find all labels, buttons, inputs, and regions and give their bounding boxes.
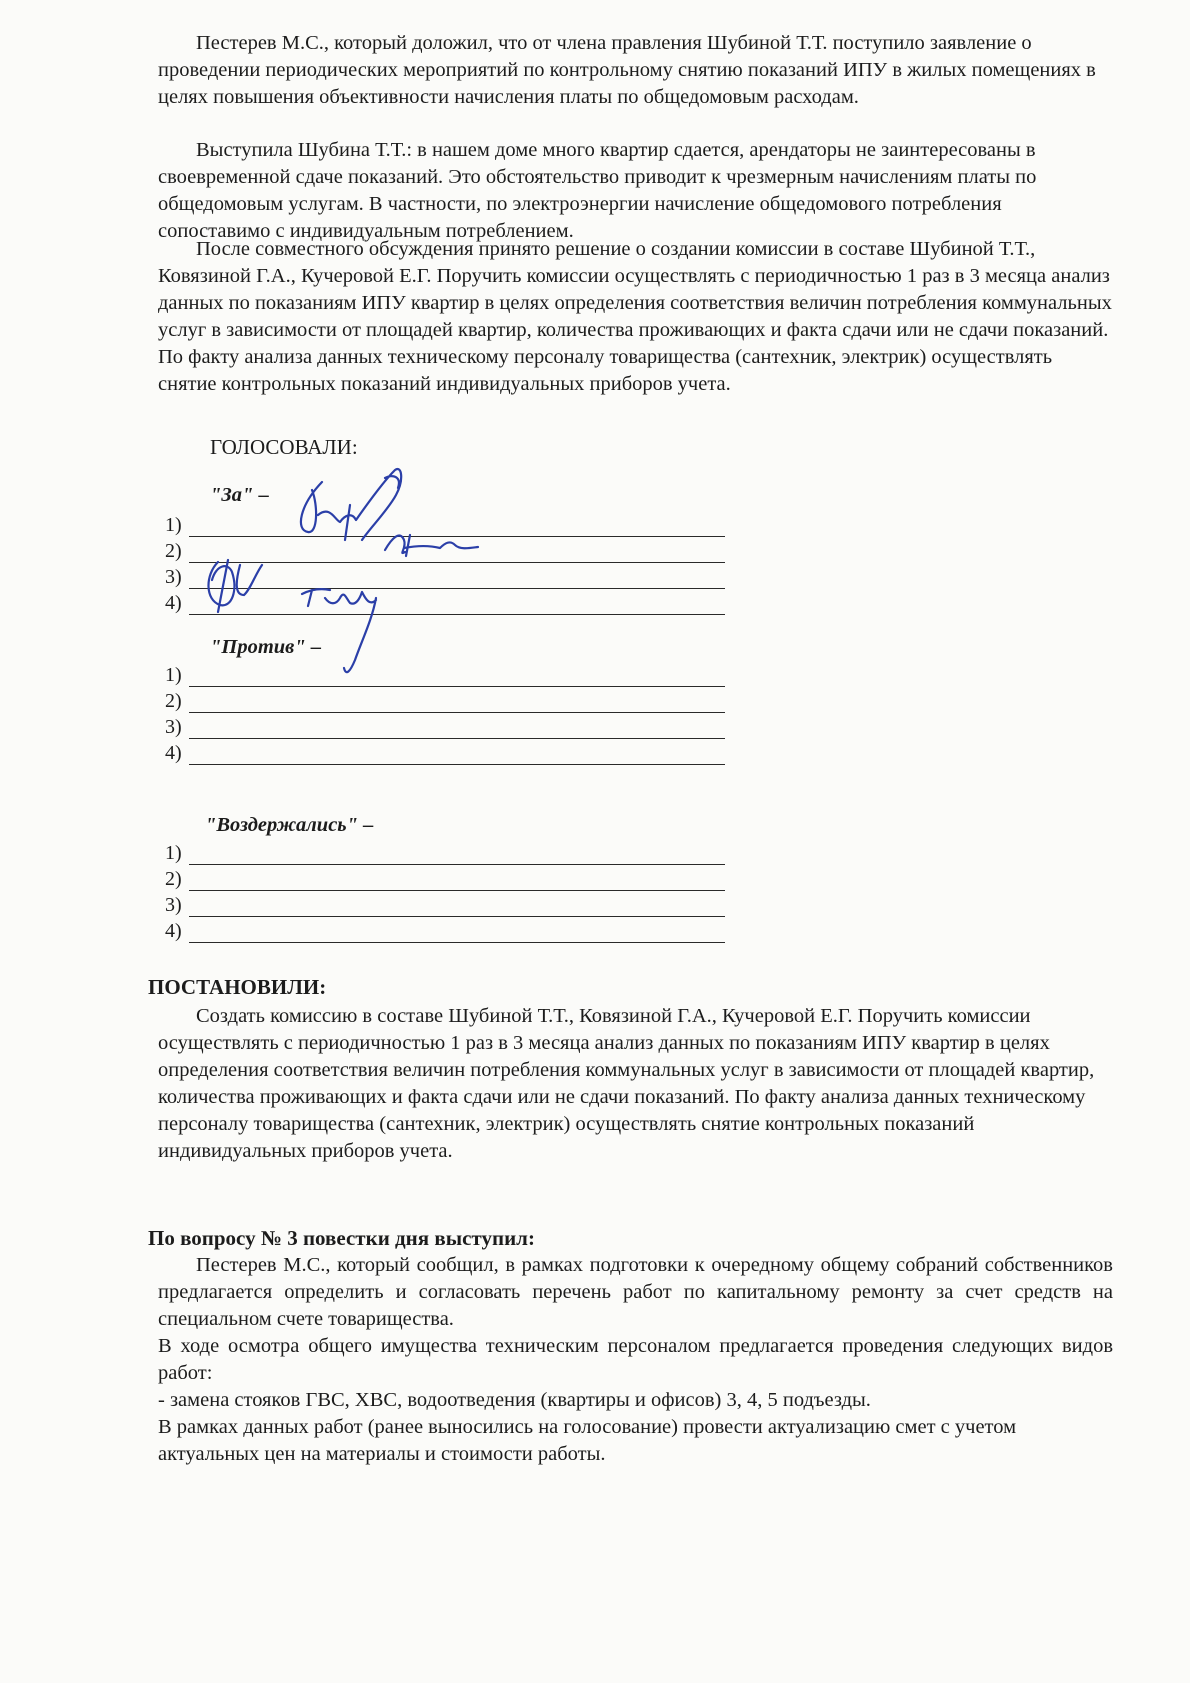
question3-heading: По вопросу № 3 повестки дня выступил:	[148, 1226, 535, 1250]
resolution-heading: ПОСТАНОВИЛИ:	[148, 975, 327, 999]
vote-row	[165, 892, 725, 920]
vote-group-title: "Воздержались" –	[205, 814, 374, 836]
vote-row	[165, 662, 725, 690]
question3-paragraph-2: В ходе осмотра общего имущества техническим персоналом предлагается проведения следующих видов работ:	[158, 1335, 1113, 1384]
signature-line	[189, 916, 725, 917]
paragraph-report: Пестерев М.С., который доложил, что от члена правления Шубиной Т.Т. поступило заявление о проведении периодических мероприятий по контрольному снятию показаний ИПУ в жилых помещениях в целях повышения объективности начисления платы по общедомовым расходам.	[158, 32, 1096, 108]
vote-row-number: 4)	[165, 592, 182, 614]
vote-row-number: 3)	[165, 716, 182, 738]
vote-row-number: 4)	[165, 742, 182, 764]
vote-row-number: 3)	[165, 894, 182, 916]
vote-row	[165, 512, 725, 540]
vote-row-number: 2)	[165, 690, 182, 712]
signature-line	[189, 614, 725, 615]
resolution-text: Создать комиссию в составе Шубиной Т.Т., Ковязиной Г.А., Кучеровой Е.Г. Поручить комиссии осуществлять с периодичностью 1 раз в 3 месяца анализ данных по показаниям ИПУ квартир в целях определения соответствия величин потребления коммунальных услуг в зависимости от площадей квартир, количества проживающих и факта сдачи или не сдачи показаний. По факту анализа данных техническому персоналу товарищества (сантехник, электрик) осуществлять снятие контрольных показаний индивидуальных приборов учета.	[158, 1005, 1095, 1162]
question3-paragraph-4: В рамках данных работ (ранее выносились на голосование) провести актуализацию смет с учетом актуальных цен на материалы и стоимости работы.	[158, 1416, 1017, 1465]
vote-row-number: 1)	[165, 514, 182, 536]
vote-row	[165, 918, 725, 946]
signature-line	[189, 738, 725, 739]
signature-line	[189, 686, 725, 687]
vote-row	[165, 590, 725, 618]
question3-paragraph-3: - замена стояков ГВС, ХВС, водоотведения (квартиры и офисов) 3, 4, 5 подъезды.	[158, 1389, 871, 1411]
question3-paragraph-1: Пестерев М.С., который сообщил, в рамках подготовки к очередному общему собраний собственников предлагается определить и согласовать перечень работ по капитальному ремонту за счет средств на специальном счете товарищества.	[158, 1254, 1113, 1330]
vote-row	[165, 538, 725, 566]
vote-row	[165, 688, 725, 716]
vote-row-number: 1)	[165, 842, 182, 864]
signature-line	[189, 562, 725, 563]
vote-group-abstained	[165, 814, 725, 954]
signature-line	[189, 764, 725, 765]
vote-row	[165, 564, 725, 592]
vote-row-number: 1)	[165, 664, 182, 686]
vote-group-title: "Против" –	[210, 636, 322, 658]
vote-group-for	[165, 484, 725, 624]
signature-line	[189, 712, 725, 713]
vote-row	[165, 840, 725, 868]
signature-line	[189, 864, 725, 865]
vote-row-number: 2)	[165, 540, 182, 562]
vote-row	[165, 740, 725, 768]
vote-row-number: 2)	[165, 868, 182, 890]
paragraph-shubina-speech: Выступила Шубина Т.Т.: в нашем доме много квартир сдается, арендаторы не заинтересованы в своевременной сдаче показаний. Это обстоятельство приводит к чрезмерным начислениям платы по общедомовым услугам. В частности, по электроэнергии начисление общедомового потребления сопоставимо с индивидуальным потреблением.	[158, 139, 1037, 242]
vote-row-number: 3)	[165, 566, 182, 588]
signature-line	[189, 942, 725, 943]
signature-line	[189, 890, 725, 891]
voting-heading: ГОЛОСОВАЛИ:	[210, 435, 358, 459]
signature-line	[189, 536, 725, 537]
vote-row-number: 4)	[165, 920, 182, 942]
signature-line	[189, 588, 725, 589]
vote-group-title: "За" –	[210, 484, 269, 506]
paragraph-decision: После совместного обсуждения принято решение о создании комиссии в составе Шубиной Т.Т., Ковязиной Г.А., Кучеровой Е.Г. Поручить комиссии осуществлять с периодичностью 1 раз в 3 месяца анализ данных по показаниям ИПУ квартир в целях определения соответствия величин потребления коммунальных услуг в зависимости от площадей квартир, количества проживающих и факта сдачи или не сдачи показаний. По факту анализа данных техническому персоналу товарищества (сантехник, электрик) осуществлять снятие контрольных показаний индивидуальных приборов учета.	[158, 238, 1112, 395]
vote-group-against	[165, 636, 725, 776]
vote-row	[165, 866, 725, 894]
vote-row	[165, 714, 725, 742]
